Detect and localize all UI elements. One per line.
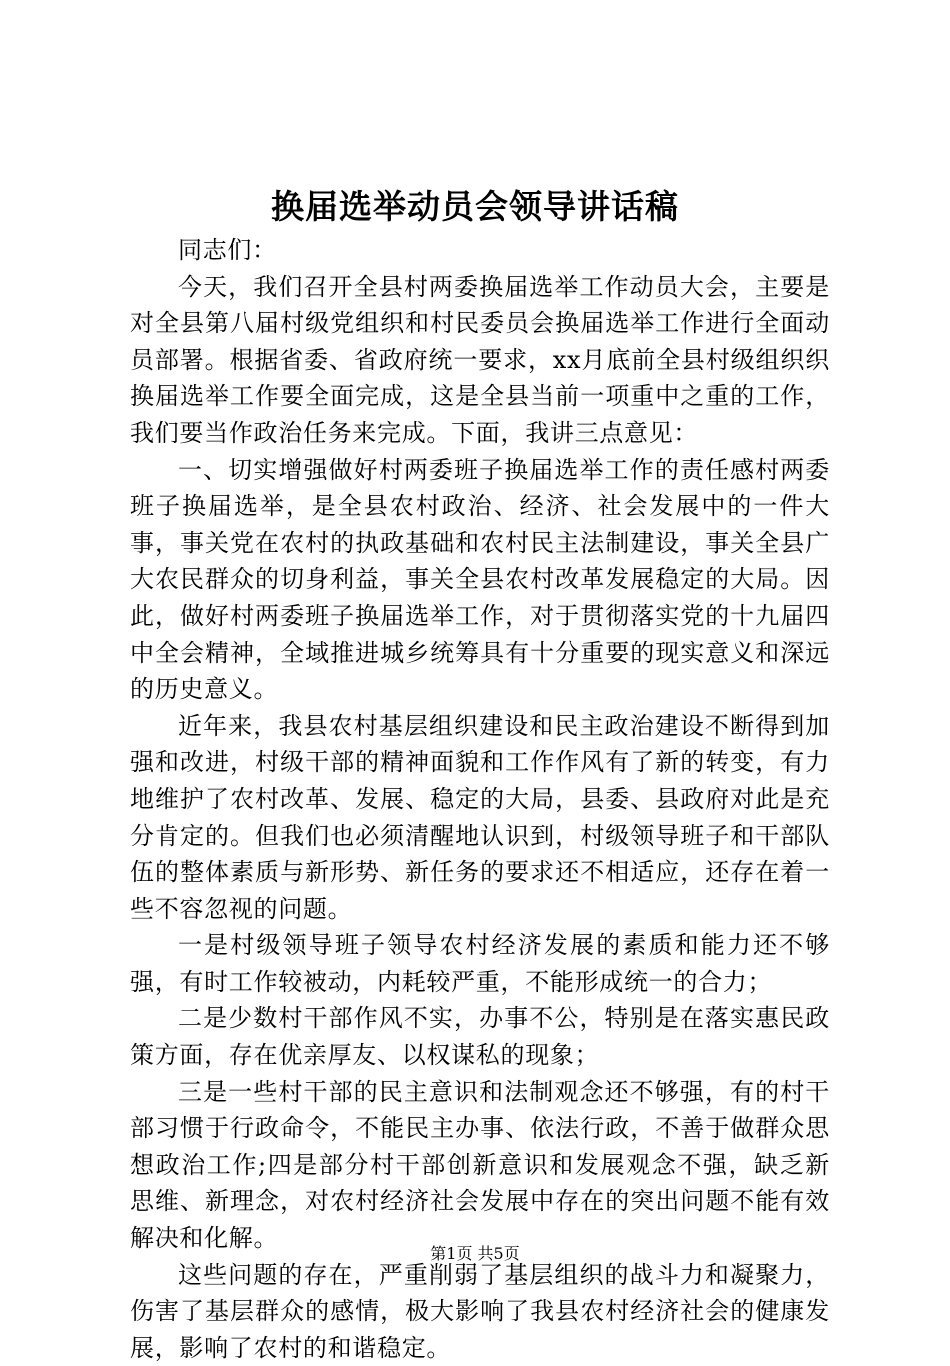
document-title: 换届选举动员会领导讲话稿 (271, 187, 679, 226)
paragraph-issue-one: 一是村级领导班子领导农村经济发展的素质和能力还不够强，有时工作较被动，内耗较严重，不能形成统一的合力； (130, 931, 830, 996)
salutation: 同志们： (178, 236, 277, 264)
paragraph-issue-two: 二是少数村干部作风不实，办事不公，特别是在落实惠民政策方面，存在优亲厚友、以权谋私的现象； (130, 1004, 830, 1070)
paragraph-recent-years: 近年来，我县农村基层组织建设和民主政治建设不断得到加强和改进，村级干部的精神面貌和工作作风有了新的转变，有力地维护了农村改革、发展、稳定的大局，县委、县政府对此是充分肯定的。但我们也必须清醒地认识到，村级领导班子和干部队伍的整体素质与新形势、新任务的要求还不相适应，还存在着一些不容忽视的问题。 (130, 711, 830, 923)
paragraph-intro: 今天，我们召开全县村两委换届选举工作动员大会，主要是对全县第八届村级党组织和村民委员会换届选举工作进行全面动员部署。根据省委、省政府统一要求，xx月底前全县村级组织织换届选举工作要全面完成，这是全县当前一项重中之重的工作，我们要当作政治任务来完成。下面，我讲三点意见： (130, 272, 830, 447)
document-body (130, 232, 830, 1366)
paragraph-point-one: 一、切实增强做好村两委班子换届选举工作的责任感村两委班子换届选举，是全县农村政治、经济、社会发展中的一件大事，事关党在农村的执政基础和农村民主法制建设，事关全县广大农民群众的切身利益，事关全县农村改革发展稳定的大局。因此，做好村两委班子换届选举工作，对于贯彻落实党的十九届四中全会精神，全域推进城乡统筹具有十分重要的现实意义和深远的历史意义。 (130, 455, 830, 704)
paragraph-conclusion: 这些问题的存在，严重削弱了基层组织的战斗力和凝聚力，伤害了基层群众的感情，极大影响了我县农村经济社会的健康发展，影响了农村的和谐稳定。 (130, 1260, 830, 1362)
paragraph-issue-three: 三是一些村干部的民主意识和法制观念还不够强，有的村干部习惯于行政命令，不能民主办事、依法行政，不善于做群众思想政治工作;四是部分村干部创新意识和发展观念不强，缺乏新思维、新理念，对农村经济社会发展中存在的突出问题不能有效解决和化解。 (130, 1077, 830, 1253)
page-number-footer: 第1页 共5页 (430, 1244, 520, 1263)
